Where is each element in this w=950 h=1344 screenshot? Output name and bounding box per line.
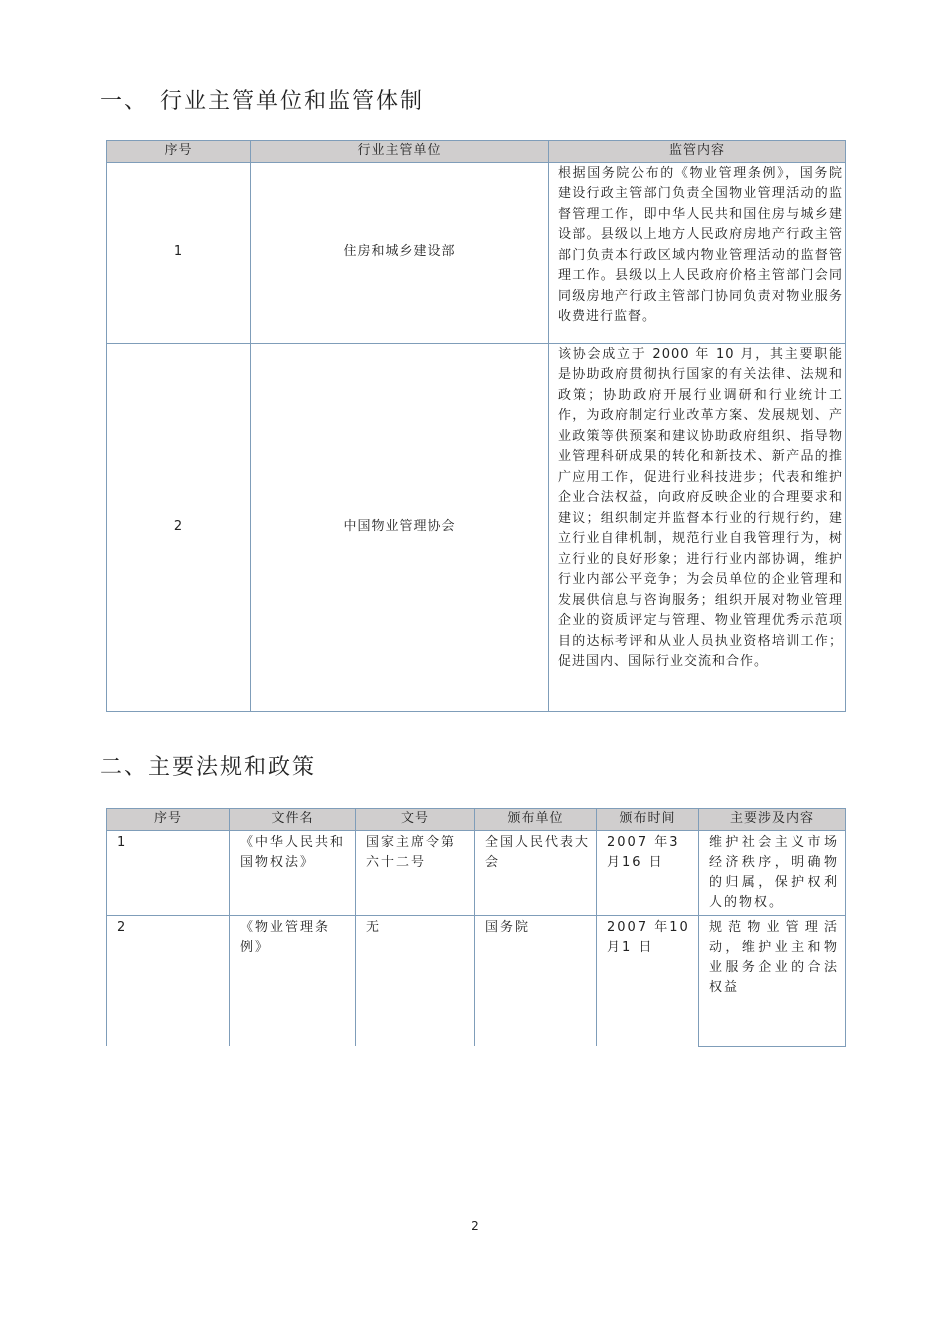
regulator-unit: 住房和城乡建设部 [251, 162, 549, 343]
row-number: 2 [107, 915, 230, 1046]
issuer: 全国人民代表大会 [475, 830, 597, 915]
section-title-1 [100, 84, 424, 115]
regulator-table [106, 140, 846, 712]
regulation-content-text: 根据国务院公布的《物业管理条例》，国务院建设行政主管部门负责全国物业管理活动的监督管理工作，即中华人民共和国住房与城乡建设部。县级以上地方人民政府房地产行政主管部门负责本行政区域内物业管理活动的监督管理工作。县级以上人民政府价格主管部门会同同级房地产行政主管部门协同负责对物业服务收费进行监督。 [558, 165, 843, 324]
header-doc-number: 文号 [356, 809, 475, 831]
table-row [107, 343, 846, 711]
header-file-name: 文件名 [230, 809, 356, 831]
file-name: 《中华人民共和国物权法》 [230, 830, 356, 915]
regulation-content-text: 该协会成立于 2000 年 10 月，其主要职能是协助政府贯彻执行国家的有关法律、法规和政策；协助政府开展行业调研和行业统计工作，为政府制定行业改革方案、发展规划、产业政策等供预案和建议协助政府组织、指导物业管理科研成果的转化和新技术、新产品的推广应用工作，促进行业科技进步；代表和维护企业合法权益，向政府反映企业的合理要求和建议；组织制定并监督本行业的行规行约，建立行业自律机制，规范行业自我管理行为，树立行业的良好形象；进行行业内部协调，维护行业内部公平竞争；为会员单位的企业管理和发展供信息与咨询服务；组织开展对物业管理企业的资质评定与管理、物业管理优秀示范项目的达标考评和从业人员执业资格培训工作；促进国内、国际行业交流和合作。 [558, 346, 843, 669]
header-no: 序号 [107, 141, 251, 163]
page-number: 2 [471, 1219, 479, 1233]
header-issue-date: 颁布时间 [597, 809, 699, 831]
header-content: 监管内容 [549, 141, 846, 163]
header-main-content: 主要涉及内容 [699, 809, 846, 831]
issuer: 国务院 [475, 915, 597, 1046]
section-title-1-prefix: 一、 [100, 89, 149, 114]
laws-table-header [107, 809, 846, 831]
file-name: 《物业管理条例》 [230, 915, 356, 1046]
laws-table [106, 808, 846, 1047]
row-number: 1 [107, 830, 230, 915]
table-row [107, 915, 846, 1046]
header-unit: 行业主管单位 [251, 141, 549, 163]
header-no: 序号 [107, 809, 230, 831]
table-row [107, 830, 846, 915]
row-number: 2 [107, 343, 251, 711]
section-title-1-text: 行业主管单位和监管体制 [160, 89, 425, 114]
regulation-content [549, 343, 846, 711]
main-content: 维护社会主义市场经济秩序，明确物的归属，保护权利人的物权。 [699, 830, 846, 915]
section-title-2: 二、主要法规和政策 [100, 755, 317, 780]
regulation-content [549, 162, 846, 343]
regulator-table-header [107, 141, 846, 163]
table-row [107, 162, 846, 343]
issue-date: 2007 年3 月16 日 [597, 830, 699, 915]
regulator-unit: 中国物业管理协会 [251, 343, 549, 711]
main-content: 规范物业管理活动，维护业主和物业服务企业的合法权益 [699, 915, 846, 1046]
issue-date: 2007 年10 月1 日 [597, 915, 699, 1046]
row-number: 1 [107, 162, 251, 343]
doc-number: 无 [356, 915, 475, 1046]
doc-number: 国家主席令第六十二号 [356, 830, 475, 915]
header-issuer: 颁布单位 [475, 809, 597, 831]
